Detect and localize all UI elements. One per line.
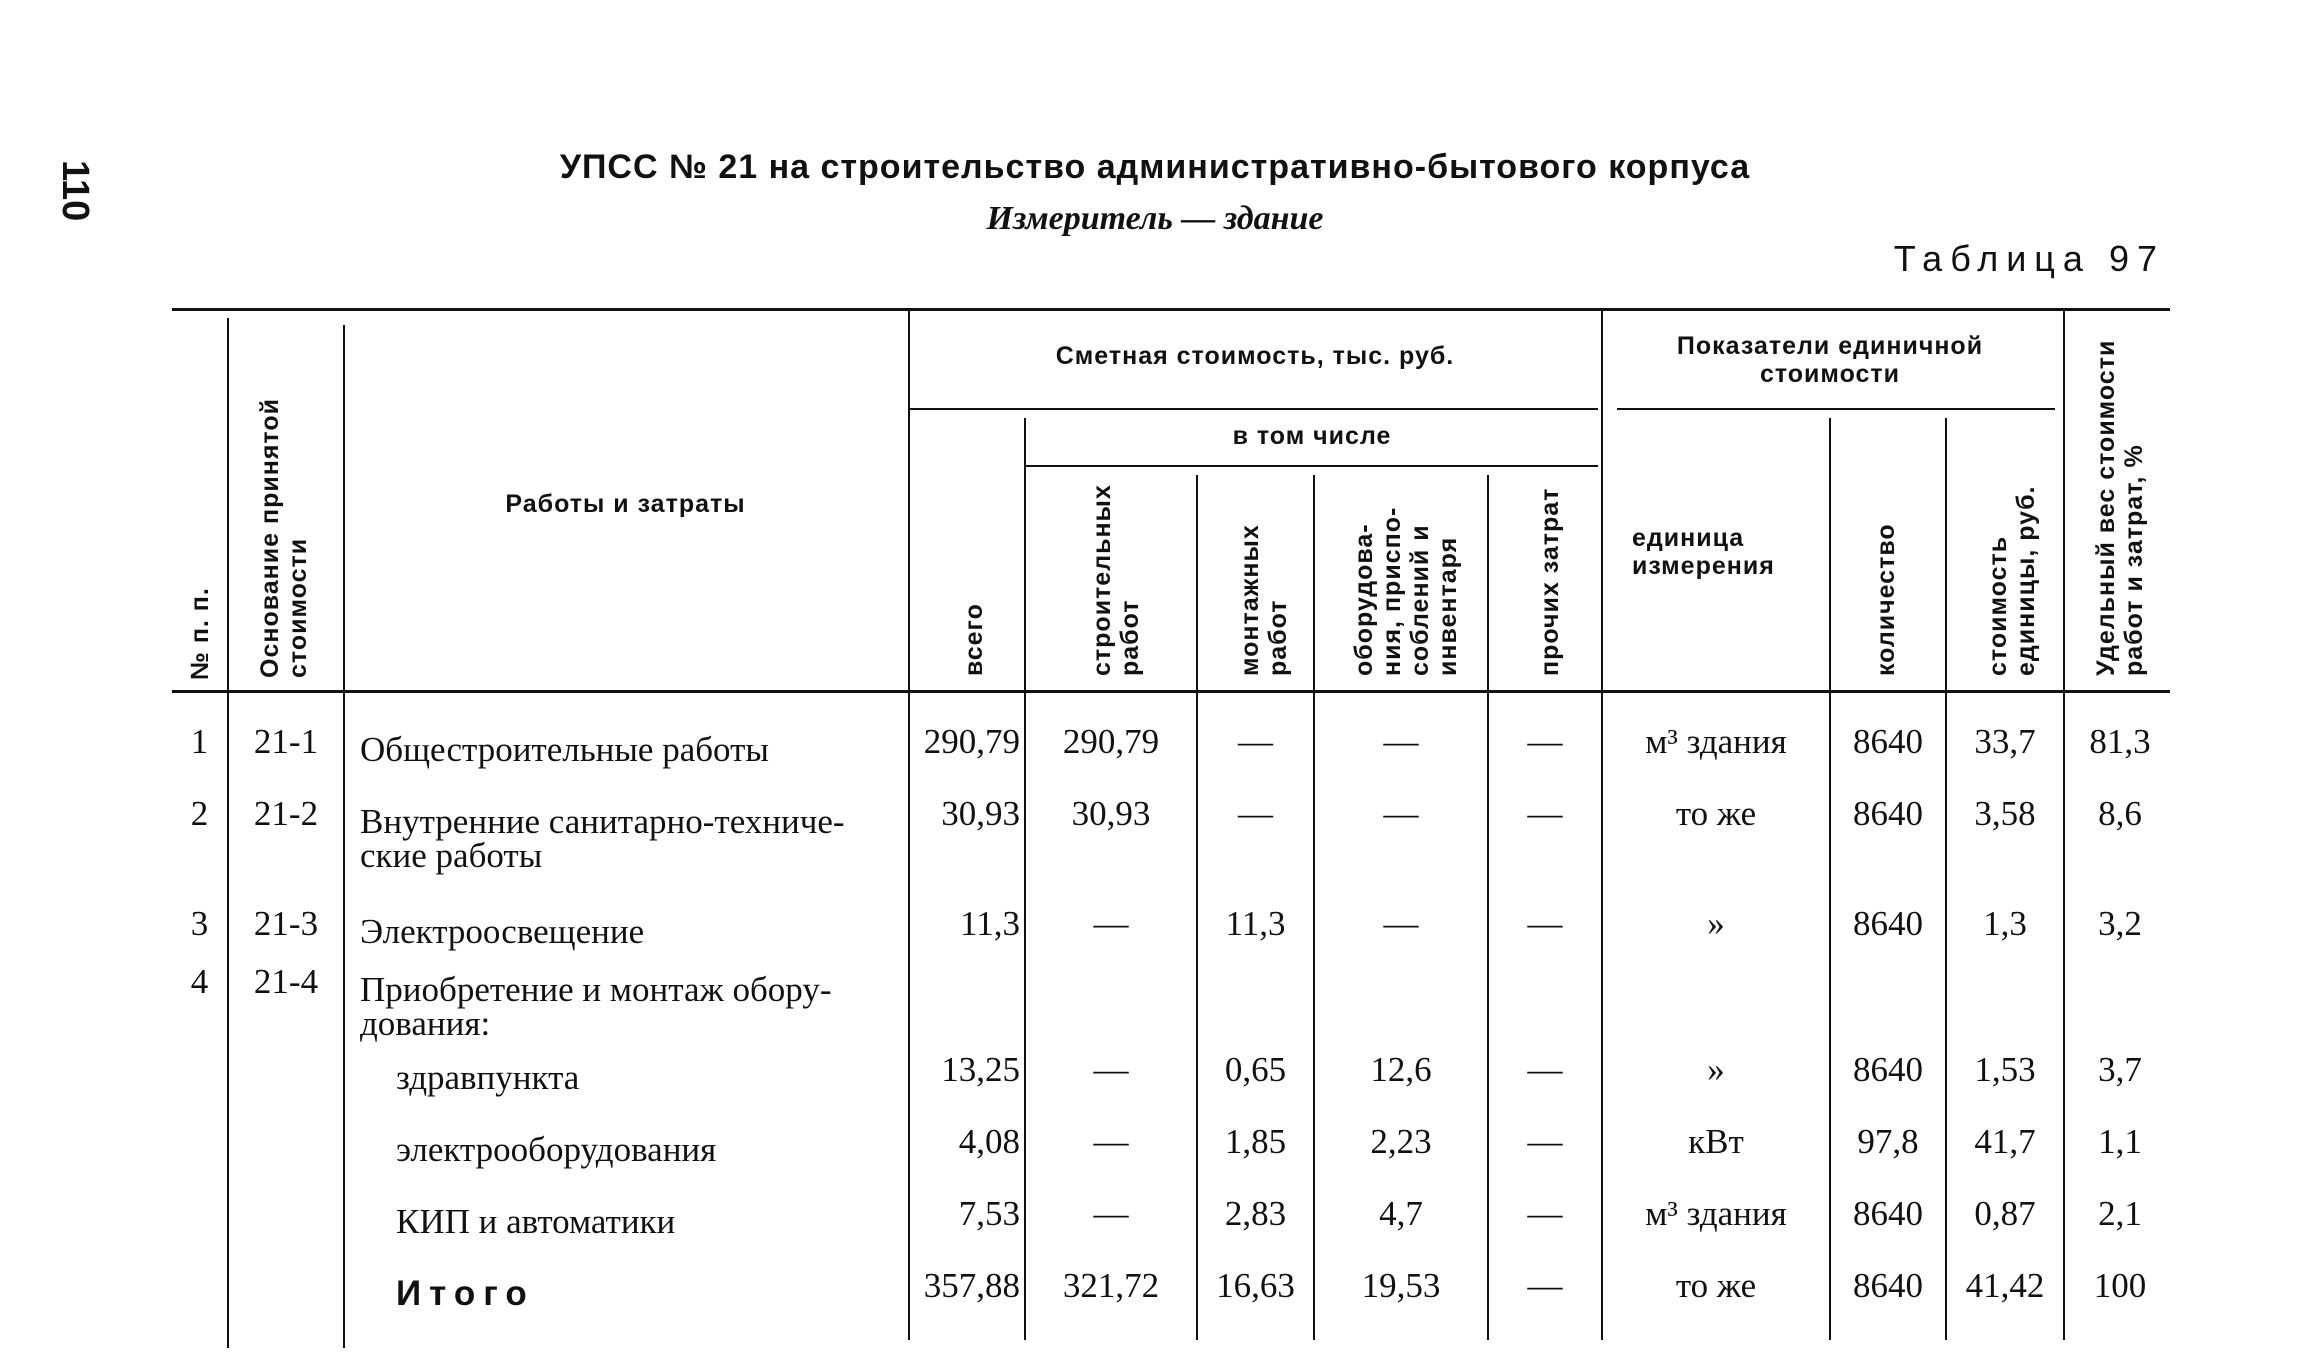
cell-name: Общестроительные работы: [360, 730, 769, 769]
cell-other: —: [1527, 1266, 1563, 1305]
cell-construction: —: [1093, 1050, 1129, 1089]
table-label: Таблица 97: [1893, 238, 2165, 279]
cell-other: —: [1527, 1122, 1563, 1161]
cell-installation: 11,3: [1225, 904, 1286, 943]
cell-share: 3,7: [2098, 1050, 2142, 1089]
cell-unit: »: [1707, 1050, 1725, 1089]
unit-group-rule: [1617, 408, 2055, 410]
header-unit: единица измерения: [1632, 524, 1775, 580]
cell-other: —: [1527, 904, 1563, 943]
cell-equipment: 19,53: [1361, 1266, 1441, 1305]
cell-installation: 2,83: [1224, 1194, 1287, 1233]
cell-installation: 0,65: [1224, 1050, 1287, 1089]
cell-unit-cost: 41,7: [1974, 1122, 2036, 1161]
header-basis: Основание принятой стоимости: [256, 398, 312, 678]
cell-equipment: 4,7: [1379, 1194, 1423, 1233]
cell-equipment: —: [1383, 722, 1419, 761]
cell-num: 3: [190, 904, 209, 943]
cell-quantity: 8640: [1853, 904, 1923, 943]
cell-unit-cost: 3,58: [1974, 794, 2036, 833]
cell-name: здравпункта: [396, 1058, 580, 1097]
page-number: 110: [54, 160, 96, 222]
cell-construction: —: [1093, 1122, 1129, 1161]
header-unit-group: Показатели единичной стоимости: [1676, 332, 1984, 388]
cell-equipment: 2,23: [1370, 1122, 1432, 1161]
col-line-2: [343, 325, 345, 1348]
header-total: всего: [960, 603, 988, 676]
cell-num: 2: [190, 794, 209, 833]
cell-equipment: —: [1383, 904, 1419, 943]
cell-share: 81,3: [2089, 722, 2151, 761]
cell-name: Приобретение и монтаж обору-: [360, 970, 832, 1009]
cell-name: КИП и автоматики: [396, 1202, 676, 1241]
cell-num: 4: [190, 962, 209, 1001]
cell-basis: 21-4: [253, 962, 319, 1001]
header-works: Работы и затраты: [505, 490, 746, 518]
cell-share: 8,6: [2098, 794, 2142, 833]
cell-basis: 21-1: [253, 722, 319, 761]
cell-installation: 1,85: [1224, 1122, 1287, 1161]
document-title: УПСС № 21 на строительство административно-бытового корпуса: [559, 148, 1751, 186]
table-top-rule: [172, 308, 2170, 311]
cell-unit: то же: [1675, 1266, 1757, 1305]
cell-total: 357,88: [923, 1266, 1020, 1305]
cell-equipment: 12,6: [1370, 1050, 1432, 1089]
cell-unit-cost: 33,7: [1974, 722, 2036, 761]
cell-construction: 30,93: [1071, 794, 1151, 833]
cell-other: —: [1527, 794, 1563, 833]
header-quantity: количество: [1872, 523, 1900, 676]
cell-unit-cost: 1,53: [1974, 1050, 2036, 1089]
header-share: Удельный вес стоимости работ и затрат, %: [2092, 339, 2148, 676]
cell-other: —: [1527, 722, 1563, 761]
cell-equipment: —: [1383, 794, 1419, 833]
header-estimate-group: Сметная стоимость, тыс. руб.: [1055, 342, 1455, 370]
cell-installation: 16,63: [1216, 1266, 1295, 1305]
including-rule: [1026, 465, 1598, 467]
cell-unit: »: [1707, 904, 1725, 943]
cell-quantity: 8640: [1853, 1266, 1923, 1305]
cell-unit-cost: 1,3: [1983, 904, 2027, 943]
cell-quantity: 8640: [1853, 722, 1923, 761]
cell-construction: 321,72: [1062, 1266, 1160, 1305]
cell-num: 1: [190, 722, 209, 761]
cell-total: 13,25: [941, 1050, 1020, 1089]
cell-total: 11,3: [960, 904, 1020, 943]
header-installation: монтажных работ: [1236, 524, 1292, 676]
cell-total: 7,53: [958, 1194, 1020, 1233]
cell-basis: 21-3: [253, 904, 319, 943]
cell-unit: кВт: [1688, 1122, 1744, 1161]
estimate-group-rule: [910, 408, 1598, 410]
header-construction: строительных работ: [1088, 484, 1144, 676]
header-equipment: оборудова-ния, приспо-соблений и инвентаря: [1350, 506, 1462, 676]
cell-installation: —: [1238, 722, 1273, 761]
cell-share: 2,1: [2098, 1194, 2142, 1233]
cell-share: 3,2: [2098, 904, 2142, 943]
cell-total: 290,79: [923, 722, 1020, 761]
cell-total: 4,08: [958, 1122, 1020, 1161]
cell-construction: —: [1093, 1194, 1129, 1233]
cell-unit-cost: 0,87: [1974, 1194, 2036, 1233]
cell-name-continued: дования:: [360, 1004, 491, 1043]
cell-quantity: 8640: [1853, 1194, 1923, 1233]
cell-unit: м³ здания: [1645, 722, 1787, 761]
cell-construction: 290,79: [1062, 722, 1160, 761]
cell-quantity: 8640: [1853, 1050, 1923, 1089]
cell-share: 100: [2093, 1266, 2147, 1305]
header-bottom-rule: [172, 690, 2170, 693]
cell-unit: то же: [1675, 794, 1757, 833]
cell-name: Внутренние санитарно-техниче-: [360, 802, 845, 841]
document-subtitle: Измеритель — здание: [986, 200, 1324, 237]
cell-name: электрооборудования: [396, 1130, 717, 1169]
cell-other: —: [1527, 1050, 1563, 1089]
cell-installation: —: [1238, 794, 1273, 833]
cell-total: 30,93: [941, 794, 1020, 833]
cell-quantity: 8640: [1853, 794, 1923, 833]
cell-unit: м³ здания: [1645, 1194, 1787, 1233]
cell-other: —: [1527, 1194, 1563, 1233]
cell-unit-cost: 41,42: [1965, 1266, 2045, 1305]
cell-basis: 21-2: [253, 794, 319, 833]
header-other: прочих затрат: [1536, 487, 1564, 676]
cell-name-continued: ские работы: [360, 836, 543, 875]
cell-construction: —: [1093, 904, 1129, 943]
cell-share: 1,1: [2098, 1122, 2142, 1161]
cell-quantity: 97,8: [1857, 1122, 1919, 1161]
header-including: в том числе: [1232, 422, 1392, 450]
header-unit-cost: стоимость единицы, руб.: [1984, 485, 2040, 676]
cell-name: Итого: [396, 1274, 535, 1313]
header-num: № п. п.: [186, 587, 214, 680]
cell-name: Электроосвещение: [360, 912, 645, 951]
